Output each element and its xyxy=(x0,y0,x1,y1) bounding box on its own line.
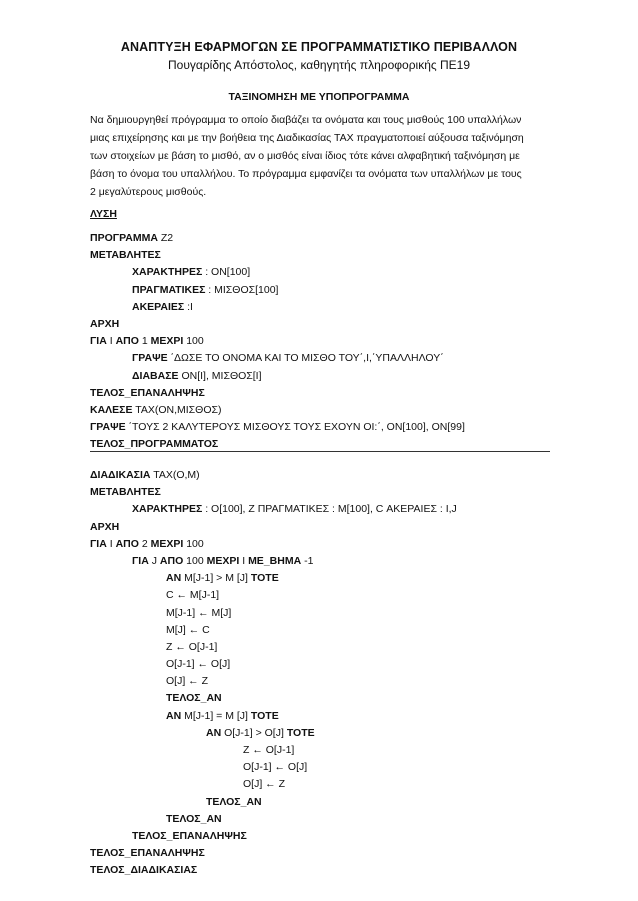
code-text: ΄ΤΟΥΣ 2 ΚΑΛΥΤΕΡΟΥΣ ΜΙΣΘΟΥΣ ΤΟΥΣ ΕΧΟΥΝ ΟΙ:΄, ΟΝ[100], ΟΝ[99] xyxy=(125,421,465,434)
problem-line: 2 μεγαλύτερους μισθούς. xyxy=(90,186,207,198)
code-text: Ι xyxy=(239,554,249,567)
code-text: Ι xyxy=(106,335,116,348)
problem-line: μιας επιχείρησης και με την βοήθεια της Διαδικασίας ΤΑΧ πραγματοποιεί αύξουσα ταξινόμηση xyxy=(90,132,524,144)
code-keyword: ΤΟΤΕ xyxy=(250,709,279,722)
code-keyword: ΑΝ xyxy=(206,726,222,739)
code-text: Ζ2 xyxy=(157,232,174,244)
section-divider xyxy=(90,451,550,452)
code-keyword: ΚΑΛΕΣΕ xyxy=(90,403,133,416)
code-line xyxy=(90,862,457,879)
code-line xyxy=(90,656,457,673)
code-line xyxy=(90,639,457,656)
code-text: ΄ΔΩΣΕ ΤΟ ΟΝΟΜΑ ΚΑΙ ΤΟ ΜΙΣΘΟ ΤΟΥ΄,Ι,΄ΥΠΑΛΛΗΛΟΥ΄ xyxy=(167,352,444,365)
code-text: 1 xyxy=(138,335,151,348)
code-line xyxy=(90,299,465,316)
code-keyword: ΓΙΑ xyxy=(132,554,149,567)
code-line xyxy=(90,282,465,299)
code-line xyxy=(90,811,457,828)
code-text: Ο[J] ← Ζ xyxy=(243,778,285,791)
code-text: Ο[J-1] ← Ο[J] xyxy=(166,658,231,671)
code-text: -1 xyxy=(301,554,314,567)
solution-label: ΛΥΣΗ xyxy=(90,208,117,220)
document-title: ΑΝΑΠΤΥΞΗ ΕΦΑΡΜΟΓΩΝ ΣΕ ΠΡΟΓΡΑΜΜΑΤΙΣΤΙΚΟ ΠΕΡΙΒΑΛΛΟΝ xyxy=(120,40,518,54)
code-keyword: ΧΑΡΑΚΤΗΡΕΣ xyxy=(132,503,203,516)
code-text: 100 xyxy=(183,335,204,348)
problem-line: βάση το όνομα του υπαλλήλου. Το πρόγραμμα εμφανίζει τα ονόματα των υπαλλήλων με τους xyxy=(90,168,522,180)
code-text: Ζ ← Ο[J-1] xyxy=(166,640,218,653)
code-text: Ζ ← Ο[J-1] xyxy=(243,744,295,756)
code-text: Μ[J-1] ← Μ[J] xyxy=(166,606,232,619)
code-keyword: ΤΟΤΕ xyxy=(286,726,315,739)
code-text: 2 xyxy=(138,537,151,550)
code-text: J xyxy=(148,554,160,567)
code-keyword: ΜΕΤΑΒΛΗΤΕΣ xyxy=(90,486,161,499)
code-keyword: ΤΟΤΕ xyxy=(250,572,279,585)
code-line xyxy=(90,759,457,776)
code-keyword: ΧΑΡΑΚΤΗΡΕΣ xyxy=(132,266,203,279)
code-text: Ο[J-1] > Ο[J] xyxy=(221,726,287,739)
main-program-code xyxy=(90,230,465,453)
code-line xyxy=(90,368,465,385)
code-text: : ΜΙΣΘΟΣ[100] xyxy=(205,283,279,296)
code-keyword: ΤΕΛΟΣ_ΑΝ xyxy=(166,692,222,705)
code-keyword: ΜΕΧΡΙ xyxy=(206,554,240,567)
code-text: Μ[J] ← C xyxy=(166,623,210,636)
code-text: ΤΑΧ(Ο,Μ) xyxy=(150,469,200,481)
code-line xyxy=(90,776,457,793)
procedure-code xyxy=(90,467,457,880)
code-keyword: ΑΚΕΡΑΙΕΣ xyxy=(132,300,185,313)
code-keyword: ΑΡΧΗ xyxy=(90,317,120,330)
code-line xyxy=(90,742,457,759)
code-keyword: ΤΕΛΟΣ_ΕΠΑΝΑΛΗΨΗΣ xyxy=(90,386,205,399)
code-line xyxy=(90,467,457,484)
code-text: :Ι xyxy=(184,300,193,313)
code-text: Ι xyxy=(106,537,116,550)
code-line xyxy=(90,622,457,639)
code-keyword: ΓΡΑΨΕ xyxy=(132,352,168,365)
code-keyword: ΓΙΑ xyxy=(90,335,107,348)
code-keyword: ΑΠΟ xyxy=(159,554,184,567)
code-line xyxy=(90,725,457,742)
code-keyword: ΠΡΑΓΜΑΤΙΚΕΣ xyxy=(132,283,206,296)
code-keyword: ΓΙΑ xyxy=(90,537,107,550)
code-line xyxy=(90,264,465,281)
code-line xyxy=(90,708,457,725)
code-text: Ο[J] ← Ζ xyxy=(166,675,208,688)
code-text: ΤΑΧ(ΟΝ,ΜΙΣΘΟΣ) xyxy=(132,403,222,416)
code-keyword: ΓΡΑΨΕ xyxy=(90,421,126,434)
code-line xyxy=(90,419,465,436)
code-line xyxy=(90,536,457,553)
problem-statement xyxy=(90,111,555,201)
code-line xyxy=(90,828,457,845)
code-text: : ΟΝ[100] xyxy=(202,266,251,279)
code-line xyxy=(90,247,465,264)
code-keyword: ΤΕΛΟΣ_ΕΠΑΝΑΛΗΨΗΣ xyxy=(132,829,247,842)
code-keyword: ΑΡΧΗ xyxy=(90,520,120,533)
code-keyword: ΔΙΑΒΑΣΕ xyxy=(132,369,179,382)
code-text: Μ[J-1] = Μ [J] xyxy=(181,709,251,722)
code-line xyxy=(90,501,457,518)
code-text: ΟΝ[Ι], ΜΙΣΘΟΣ[Ι] xyxy=(178,369,262,382)
code-line xyxy=(90,385,465,402)
code-line xyxy=(90,350,465,367)
code-line xyxy=(90,570,457,587)
code-keyword: ΤΕΛΟΣ_ΕΠΑΝΑΛΗΨΗΣ xyxy=(90,847,205,860)
code-line xyxy=(90,402,465,419)
code-text: C ← Μ[J-1] xyxy=(166,589,220,602)
code-keyword: ΠΡΟΓΡΑΜΜΑ xyxy=(90,232,158,244)
code-line xyxy=(90,605,457,622)
code-text: 100 xyxy=(183,537,204,550)
code-keyword: ΑΠΟ xyxy=(115,335,139,348)
code-line xyxy=(90,673,457,690)
section-title: ΤΑΞΙΝΟΜΗΣΗ ΜΕ ΥΠΟΠΡΟΓΡΑΜΜΑ xyxy=(228,91,410,103)
document-author: Πουγαρίδης Απόστολος, καθηγητής πληροφορικής ΠΕ19 xyxy=(167,58,470,72)
code-keyword: ΑΝ xyxy=(166,572,182,585)
code-line xyxy=(90,519,457,536)
problem-line: των στοιχείων με βάση το μισθό, αν ο μισθός είναι ίδιος τότε κάνει αλφαβητική ταξινόμηση με xyxy=(90,150,520,162)
code-line xyxy=(90,316,465,333)
code-text: Μ[J-1] > Μ [J] xyxy=(181,572,251,585)
code-keyword: ΤΕΛΟΣ_ΑΝ xyxy=(166,812,222,825)
code-keyword: ΜΕΤΑΒΛΗΤΕΣ xyxy=(90,249,161,262)
code-text: 100 xyxy=(183,554,207,567)
code-keyword: ΜΕΧΡΙ xyxy=(150,335,184,348)
code-line xyxy=(90,794,457,811)
code-keyword: ΜΕ_ΒΗΜΑ xyxy=(248,554,302,567)
code-keyword: ΑΠΟ xyxy=(115,537,139,550)
code-keyword: ΤΕΛΟΣ_ΠΡΟΓΡΑΜΜΑΤΟΣ xyxy=(90,438,219,451)
code-line xyxy=(90,230,465,247)
code-keyword: ΔΙΑΔΙΚΑΣΙΑ xyxy=(90,469,151,481)
problem-line: Να δημιουργηθεί πρόγραμμα το οποίο διαβάζει τα ονόματα και τους μισθούς 100 υπαλλήλων xyxy=(90,114,522,126)
code-keyword: ΜΕΧΡΙ xyxy=(150,537,184,550)
code-text: Ο[J-1] ← Ο[J] xyxy=(243,761,308,774)
code-line xyxy=(90,690,457,707)
code-keyword: ΑΝ xyxy=(166,709,182,722)
code-line xyxy=(90,553,457,570)
code-line xyxy=(90,845,457,862)
code-text: : Ο[100], Ζ ΠΡΑΓΜΑΤΙΚΕΣ : Μ[100], C ΑΚΕΡΑΙΕΣ : Ι,J xyxy=(202,503,457,516)
code-line xyxy=(90,333,465,350)
code-keyword: ΤΕΛΟΣ_ΑΝ xyxy=(206,795,262,808)
code-keyword: ΤΕΛΟΣ_ΔΙΑΔΙΚΑΣΙΑΣ xyxy=(90,864,198,877)
code-line xyxy=(90,587,457,604)
code-line xyxy=(90,484,457,501)
